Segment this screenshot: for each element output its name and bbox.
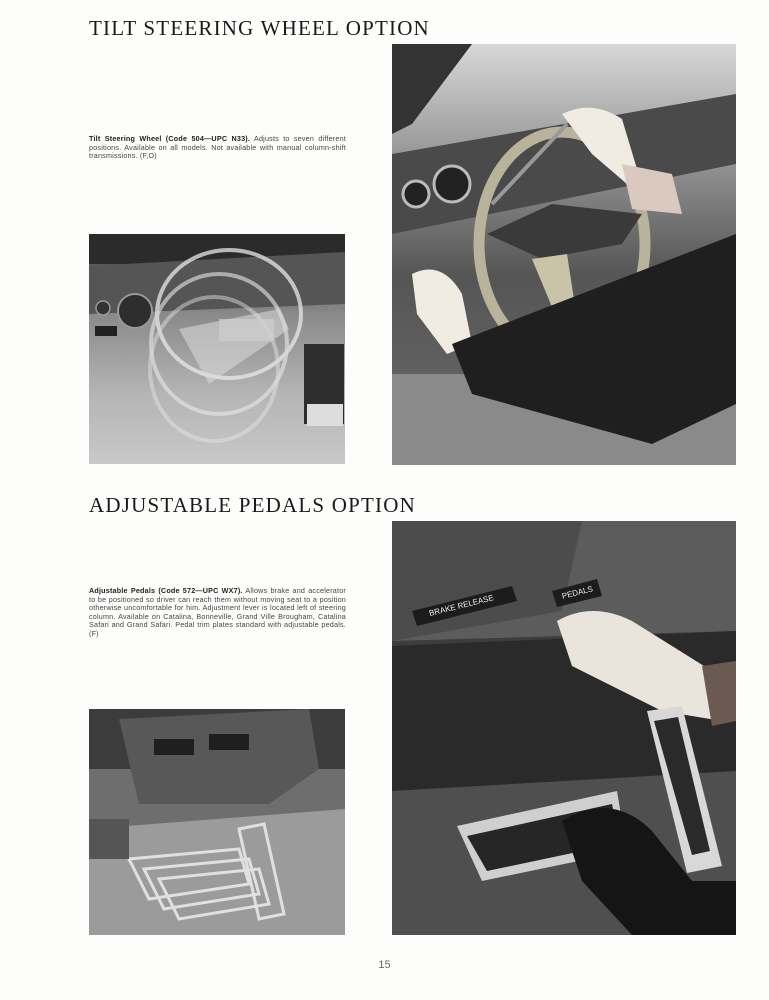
pedals-lever-photo	[392, 521, 736, 935]
adjustable-pedals-caption-title: Adjustable Pedals (Code 572—UPC WX7).	[89, 586, 243, 595]
tilt-wheel-positions-photo	[89, 234, 345, 464]
brake-release-label: BRAKE RELEASE	[428, 593, 495, 618]
pedal-positions-photo	[89, 709, 345, 935]
adjustable-pedals-caption-body: Allows brake and accelerator to be positioned so driver can reach them without moving seat to a position otherwise uncomfortable for him. Adjustment lever is located left of steering column. Available on Catalina, Bonneville, Grand Ville Brougham, Catalina Safari and Grand Safari. Pedal trim plates standard with adjustable pedals. (F)	[89, 586, 346, 638]
tilt-steering-caption-title: Tilt Steering Wheel (Code 504—UPC N33).	[89, 134, 251, 143]
tilt-steering-caption	[89, 135, 346, 161]
page-number: 15	[378, 959, 391, 971]
adjustable-pedals-heading: ADJUSTABLE PEDALS OPTION	[89, 493, 416, 517]
tilt-steering-caption-body: Adjusts to seven different positions. Available on all models. Not available with manual column-shift transmissions. (F,O)	[89, 134, 346, 161]
tilt-lever-photo	[392, 44, 736, 465]
tilt-steering-heading: TILT STEERING WHEEL OPTION	[89, 16, 430, 40]
adjustable-pedals-caption	[89, 587, 346, 639]
pedals-label: PEDALS	[560, 584, 594, 601]
